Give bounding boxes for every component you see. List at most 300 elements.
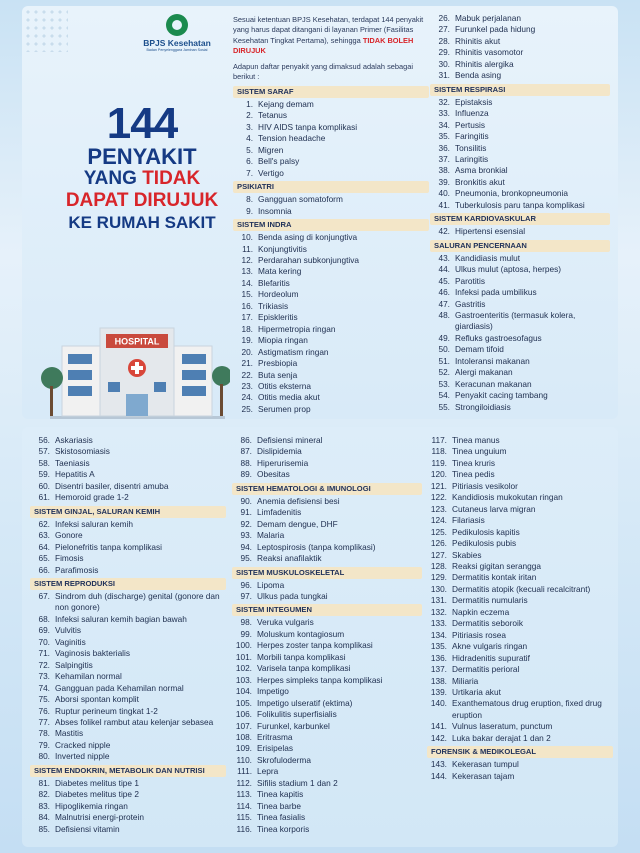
item-label: Lipoma	[257, 579, 285, 590]
list-item	[233, 335, 429, 346]
item-number: 40.	[438, 188, 450, 199]
list-item	[30, 625, 226, 636]
list-item	[430, 120, 610, 131]
section-ginjal	[30, 506, 226, 576]
list-item	[30, 683, 226, 694]
list-item	[427, 733, 613, 744]
item-number: 127.	[430, 549, 447, 560]
list-item	[427, 771, 613, 782]
item-number: 104.	[235, 686, 252, 697]
item-number: 3.	[246, 121, 253, 132]
list-item	[30, 492, 226, 503]
list-item	[232, 824, 422, 835]
item-number: 53.	[438, 378, 450, 389]
list-item	[427, 435, 613, 446]
item-number: 142.	[430, 732, 447, 743]
list-item	[30, 591, 226, 614]
bottom-col-3	[427, 435, 613, 782]
section-header: SISTEM REPRODUKSI	[30, 578, 226, 590]
list-item	[430, 188, 610, 199]
item-number: 51.	[438, 355, 450, 366]
list-item	[430, 131, 610, 142]
item-number: 132.	[430, 606, 447, 617]
item-number: 48.	[438, 309, 450, 320]
list-item	[233, 324, 429, 335]
item-number: 27.	[438, 24, 450, 35]
item-label: Faringitis	[455, 131, 489, 142]
item-number: 31.	[438, 70, 450, 81]
item-number: 75.	[38, 694, 50, 705]
item-number: 86.	[240, 435, 252, 445]
item-number: 123.	[430, 503, 447, 514]
item-number: 109.	[235, 743, 252, 754]
item-number: 1.	[246, 99, 253, 109]
item-number: 80.	[38, 751, 50, 762]
item-number: 124.	[430, 515, 447, 526]
section-header: SISTEM INDRA	[233, 219, 429, 231]
item-number: 125.	[430, 526, 447, 537]
list-item	[430, 226, 610, 237]
list-item	[430, 59, 610, 70]
item-number: 61.	[38, 492, 50, 503]
item-number: 106.	[235, 709, 252, 720]
list-item	[430, 13, 610, 24]
list-item	[30, 824, 226, 835]
section-header: SALURAN PENCERNAAN	[430, 240, 610, 252]
list-item	[430, 379, 610, 390]
item-label: Impetigo ulseratif (ektima)	[257, 697, 353, 708]
item-number: 108.	[235, 731, 252, 742]
item-number: 35.	[438, 131, 450, 142]
section-indra	[233, 219, 429, 415]
item-number: 56.	[38, 435, 50, 445]
item-label: Obesitas	[257, 469, 290, 480]
item-label: Demam tifoid	[455, 344, 504, 355]
item-label: Gastritis	[455, 298, 486, 309]
item-label: Strongiloidiasis	[455, 401, 511, 412]
item-label: Cutaneus larva migran	[452, 503, 536, 514]
list-item	[233, 206, 429, 217]
list-item	[233, 289, 429, 300]
item-label: Perdarahan subkonjungtiva	[258, 254, 360, 265]
list-item	[30, 458, 226, 469]
item-number: 72.	[38, 659, 50, 670]
item-number: 131.	[430, 595, 447, 606]
item-number: 99.	[240, 628, 252, 639]
list-item	[30, 671, 226, 682]
list-item	[233, 122, 429, 133]
list-item	[427, 595, 613, 606]
section-endokrin	[30, 765, 226, 835]
item-label: Tinea barbe	[257, 800, 301, 811]
item-number: 134.	[430, 629, 447, 640]
item-label: Anemia defisiensi besi	[257, 495, 340, 506]
item-number: 113.	[236, 789, 252, 800]
item-label: Demam dengue, DHF	[257, 518, 338, 529]
item-label: Keracunan makanan	[455, 378, 532, 389]
title-line3: DAPAT DIRUJUK	[65, 190, 219, 211]
item-label: Diabetes melitus tipe 2	[55, 789, 139, 800]
item-number: 93.	[240, 530, 252, 541]
item-label: Presbiopia	[258, 358, 298, 369]
list-item	[430, 299, 610, 310]
list-item	[430, 367, 610, 378]
list-item	[427, 515, 613, 526]
item-label: Tuberkulosis paru tanpa komplikasi	[455, 199, 585, 210]
item-number: 22.	[241, 369, 253, 380]
item-label: Serumen prop	[258, 403, 311, 414]
list-item	[232, 675, 422, 686]
list-item	[233, 110, 429, 121]
item-number: 18.	[241, 323, 253, 334]
list-item	[30, 706, 226, 717]
section-header: SISTEM MUSKULOSKELETAL	[232, 567, 422, 579]
item-label: Pielonefritis tanpa komplikasi	[55, 541, 162, 552]
list-item	[427, 481, 613, 492]
item-label: Kekerasan tajam	[452, 770, 515, 781]
item-label: Dermatitis numularis	[452, 595, 528, 606]
item-number: 50.	[438, 344, 450, 355]
item-number: 28.	[438, 35, 450, 46]
item-label: Exanthematous drug eruption, fixed drug eruption	[452, 698, 602, 720]
item-label: Akne vulgaris ringan	[452, 641, 528, 652]
item-number: 91.	[240, 507, 252, 518]
list-item	[232, 507, 422, 518]
item-number: 47.	[438, 298, 450, 309]
item-label: Infeksi saluran kemih bagian bawah	[55, 613, 187, 624]
item-number: 16.	[241, 300, 253, 311]
list-item	[430, 165, 610, 176]
item-number: 65.	[38, 553, 50, 564]
list-item	[232, 519, 422, 530]
item-number: 89.	[240, 469, 252, 480]
list-item	[30, 812, 226, 823]
item-number: 32.	[438, 96, 450, 107]
item-label: Sifilis stadium 1 dan 2	[257, 777, 338, 788]
item-label: Luka bakar derajat 1 dan 2	[452, 732, 551, 743]
list-item	[232, 542, 422, 553]
list-item	[30, 660, 226, 671]
section-header: SISTEM RESPIRASI	[430, 84, 610, 96]
list-item	[233, 156, 429, 167]
list-item	[232, 732, 422, 743]
item-number: 84.	[38, 812, 50, 823]
item-label: Moluskum kontagiosum	[257, 628, 345, 639]
list-item	[430, 177, 610, 188]
item-number: 71.	[38, 648, 50, 659]
top-col-2	[233, 84, 429, 415]
list-item	[232, 698, 422, 709]
list-item	[233, 404, 429, 415]
list-item	[427, 469, 613, 480]
item-label: Malaria	[257, 530, 285, 541]
logo-name: BPJS Kesehatan	[143, 38, 211, 48]
section-hematologi	[232, 483, 422, 565]
item-label: Vulvitis	[55, 625, 81, 636]
item-label: Buta senja	[258, 369, 298, 380]
item-label: Tinea pedis	[452, 469, 495, 480]
item-label: Furunkel pada hidung	[455, 24, 536, 35]
list-item	[30, 778, 226, 789]
item-number: 15.	[241, 289, 253, 300]
item-number: 90.	[240, 495, 252, 506]
list-item	[233, 312, 429, 323]
item-label: Mabuk perjalanan	[455, 13, 521, 23]
item-label: Fimosis	[55, 553, 84, 564]
item-label: Insomnia	[258, 205, 292, 216]
item-number: 112.	[236, 777, 252, 788]
list-item	[232, 652, 422, 663]
item-label: Gangguan pada Kehamilan normal	[55, 682, 184, 693]
list-item	[233, 232, 429, 243]
bottom-col-2	[232, 435, 422, 835]
item-number: 19.	[241, 335, 253, 346]
bpjs-emblem-icon	[166, 14, 188, 36]
item-number: 26.	[438, 13, 450, 23]
list-item	[232, 530, 422, 541]
list-item	[427, 759, 613, 770]
list-item	[232, 789, 422, 800]
item-label: Malnutrisi energi-protein	[55, 812, 145, 823]
item-label: Tinea fasialis	[257, 812, 306, 823]
item-label: Diabetes melitus tipe 1	[55, 777, 139, 788]
section-header: SISTEM SARAF	[233, 86, 429, 98]
item-label: Defisiensi vitamin	[55, 823, 120, 834]
list-item	[232, 686, 422, 697]
list-item	[232, 755, 422, 766]
item-label: Urtikaria akut	[452, 686, 501, 697]
list-item	[232, 743, 422, 754]
item-number: 25.	[241, 403, 253, 414]
item-number: 11.	[242, 243, 253, 254]
intro-paragraph-2: Adapun daftar penyakit yang dimaksud adalah sebagai berikut :	[233, 62, 413, 82]
item-number: 95.	[240, 553, 252, 564]
list-item	[427, 698, 613, 721]
item-number: 69.	[38, 625, 50, 636]
list-item	[427, 572, 613, 583]
title-line2-b: TIDAK	[142, 168, 201, 189]
item-number: 55.	[438, 401, 450, 412]
item-number: 139.	[430, 686, 447, 697]
item-label: Hipermetropia ringan	[258, 323, 336, 334]
section-respirasi	[430, 84, 610, 212]
item-number: 39.	[438, 176, 450, 187]
item-label: Refluks gastroesofagus	[455, 332, 542, 343]
list-item	[233, 347, 429, 358]
item-number: 105.	[235, 697, 252, 708]
item-label: Pitiriasis rosea	[452, 629, 506, 640]
item-number: 107.	[235, 720, 252, 731]
title-number: 144	[106, 99, 178, 148]
item-number: 6.	[246, 156, 253, 167]
item-number: 101.	[235, 651, 252, 662]
item-label: Reaksi anafilaktik	[257, 553, 322, 564]
item-label: Alergi makanan	[455, 367, 513, 378]
item-label: Epistaksis	[455, 96, 493, 107]
item-label: Parotitis	[455, 275, 485, 286]
item-number: 34.	[438, 119, 450, 130]
list-item	[430, 70, 610, 81]
section-endokrin-continued	[232, 435, 422, 481]
item-label: Limfadenitis	[257, 507, 302, 518]
item-number: 38.	[438, 165, 450, 176]
item-label: Impetigo	[257, 686, 289, 697]
list-item	[30, 530, 226, 541]
list-item	[427, 607, 613, 618]
item-label: Disentri basiler, disentri amuba	[55, 480, 169, 491]
list-item	[232, 458, 422, 469]
item-number: 21.	[241, 358, 253, 369]
item-number: 144.	[430, 770, 447, 781]
list-item	[427, 653, 613, 664]
item-label: Tinea unguium	[452, 446, 507, 457]
item-number: 29.	[438, 47, 450, 58]
list-item	[430, 36, 610, 47]
item-label: Pedikulosis pubis	[452, 538, 517, 549]
item-label: Miliaria	[452, 675, 479, 686]
item-number: 30.	[438, 58, 450, 69]
item-number: 17.	[241, 312, 253, 323]
item-label: Tinea manus	[452, 435, 500, 445]
item-label: Sindrom duh (discharge) genital (gonore dan non gonore)	[55, 590, 220, 613]
item-number: 141.	[430, 721, 447, 732]
item-number: 130.	[430, 583, 447, 594]
list-item	[430, 200, 610, 211]
item-label: Hipoglikemia ringan	[55, 800, 128, 811]
item-label: Filariasis	[452, 515, 485, 526]
list-item	[30, 542, 226, 553]
item-label: Asma bronkial	[455, 165, 508, 176]
item-number: 88.	[240, 457, 252, 468]
item-number: 4.	[246, 133, 253, 144]
list-item	[427, 630, 613, 641]
item-label: Hidradenitis supuratif	[452, 652, 530, 663]
item-number: 46.	[438, 287, 450, 298]
item-number: 13.	[241, 266, 253, 277]
list-item	[427, 618, 613, 629]
list-item	[30, 637, 226, 648]
item-label: Gastroenteritis (termasuk kolera, giardiasis)	[455, 309, 576, 332]
item-label: Infeksi pada umbilikus	[455, 287, 537, 298]
intro-text	[233, 15, 425, 89]
list-item	[232, 801, 422, 812]
item-label: Vaginosis bakterialis	[55, 648, 131, 659]
list-item	[427, 584, 613, 595]
list-item	[427, 641, 613, 652]
item-number: 114.	[236, 800, 252, 811]
item-number: 43.	[438, 252, 450, 263]
list-item	[427, 527, 613, 538]
item-label: Folikulitis superfisialis	[257, 709, 337, 720]
item-label: Dermatitis perioral	[452, 664, 520, 675]
item-label: Tinea kruris	[452, 457, 496, 468]
item-label: Tension headache	[258, 133, 326, 144]
item-label: Tinea kapitis	[257, 789, 304, 800]
item-label: Vertigo	[258, 167, 284, 178]
item-label: Skrofuloderma	[257, 754, 311, 765]
item-number: 9.	[246, 205, 253, 216]
item-number: 100.	[235, 640, 252, 651]
item-label: Pertusis	[455, 119, 485, 130]
list-item	[232, 766, 422, 777]
item-number: 122.	[430, 492, 447, 503]
item-number: 111.	[237, 766, 252, 777]
item-label: Rhinitis alergika	[455, 58, 514, 69]
list-item	[430, 310, 610, 333]
list-item	[430, 47, 610, 58]
item-number: 128.	[430, 560, 447, 571]
item-label: Influenza	[455, 108, 489, 119]
item-number: 36.	[438, 142, 450, 153]
item-label: Kandidiasis mulut	[455, 252, 521, 263]
list-item	[232, 617, 422, 628]
list-item	[430, 344, 610, 355]
title-line2-a: YANG	[83, 168, 143, 189]
item-number: 44.	[438, 264, 450, 275]
item-label: Salpingitis	[55, 659, 93, 670]
list-item	[30, 751, 226, 762]
list-item	[427, 687, 613, 698]
hospital-sign: HOSPITAL	[114, 336, 160, 347]
item-label: Kehamilan normal	[55, 671, 122, 682]
section-integumen-continued	[427, 435, 613, 744]
item-label: Vaginitis	[55, 636, 86, 647]
item-label: Migren	[258, 144, 284, 155]
item-number: 8.	[246, 194, 253, 205]
item-label: Pedikulosis kapitis	[452, 526, 520, 537]
item-label: Rhinitis vasomotor	[455, 47, 524, 58]
list-item	[30, 740, 226, 751]
item-number: 5.	[246, 144, 253, 155]
item-label: Tinea korporis	[257, 823, 310, 834]
item-number: 58.	[38, 457, 50, 468]
item-label: Dermatitis seboroik	[452, 618, 524, 629]
list-item	[427, 664, 613, 675]
item-label: Hepatitis A	[55, 469, 95, 480]
item-number: 136.	[430, 652, 447, 663]
item-label: Trikiasis	[258, 300, 289, 311]
item-number: 60.	[38, 480, 50, 491]
item-label: Cracked nipple	[55, 739, 111, 750]
item-number: 121.	[430, 480, 447, 491]
item-number: 23.	[241, 380, 253, 391]
list-item	[232, 435, 422, 446]
item-label: Hordeolum	[258, 289, 299, 300]
list-item	[430, 276, 610, 287]
section-saraf	[233, 86, 429, 179]
item-label: Laringitis	[455, 153, 489, 164]
list-item	[430, 108, 610, 119]
section-psikiatri	[233, 181, 429, 217]
item-label: Gangguan somatoform	[258, 194, 343, 205]
intro-p1-emphasis: TIDAK BOLEH DIRUJUK	[233, 35, 414, 55]
list-item	[430, 356, 610, 367]
section-tht-continued	[430, 13, 610, 82]
item-label: Gonore	[55, 530, 83, 541]
item-label: Pneumonia, bronkopneumonia	[455, 188, 569, 199]
item-number: 2.	[246, 110, 253, 121]
item-label: Dermatitis kontak iritan	[452, 572, 537, 583]
item-label: Vulnus laseratum, punctum	[452, 721, 553, 732]
item-number: 77.	[38, 716, 50, 727]
list-item	[232, 446, 422, 457]
list-item	[232, 629, 422, 640]
list-item	[30, 717, 226, 728]
item-number: 137.	[430, 664, 447, 675]
item-number: 82.	[38, 789, 50, 800]
item-number: 41.	[438, 199, 450, 210]
item-number: 37.	[438, 153, 450, 164]
